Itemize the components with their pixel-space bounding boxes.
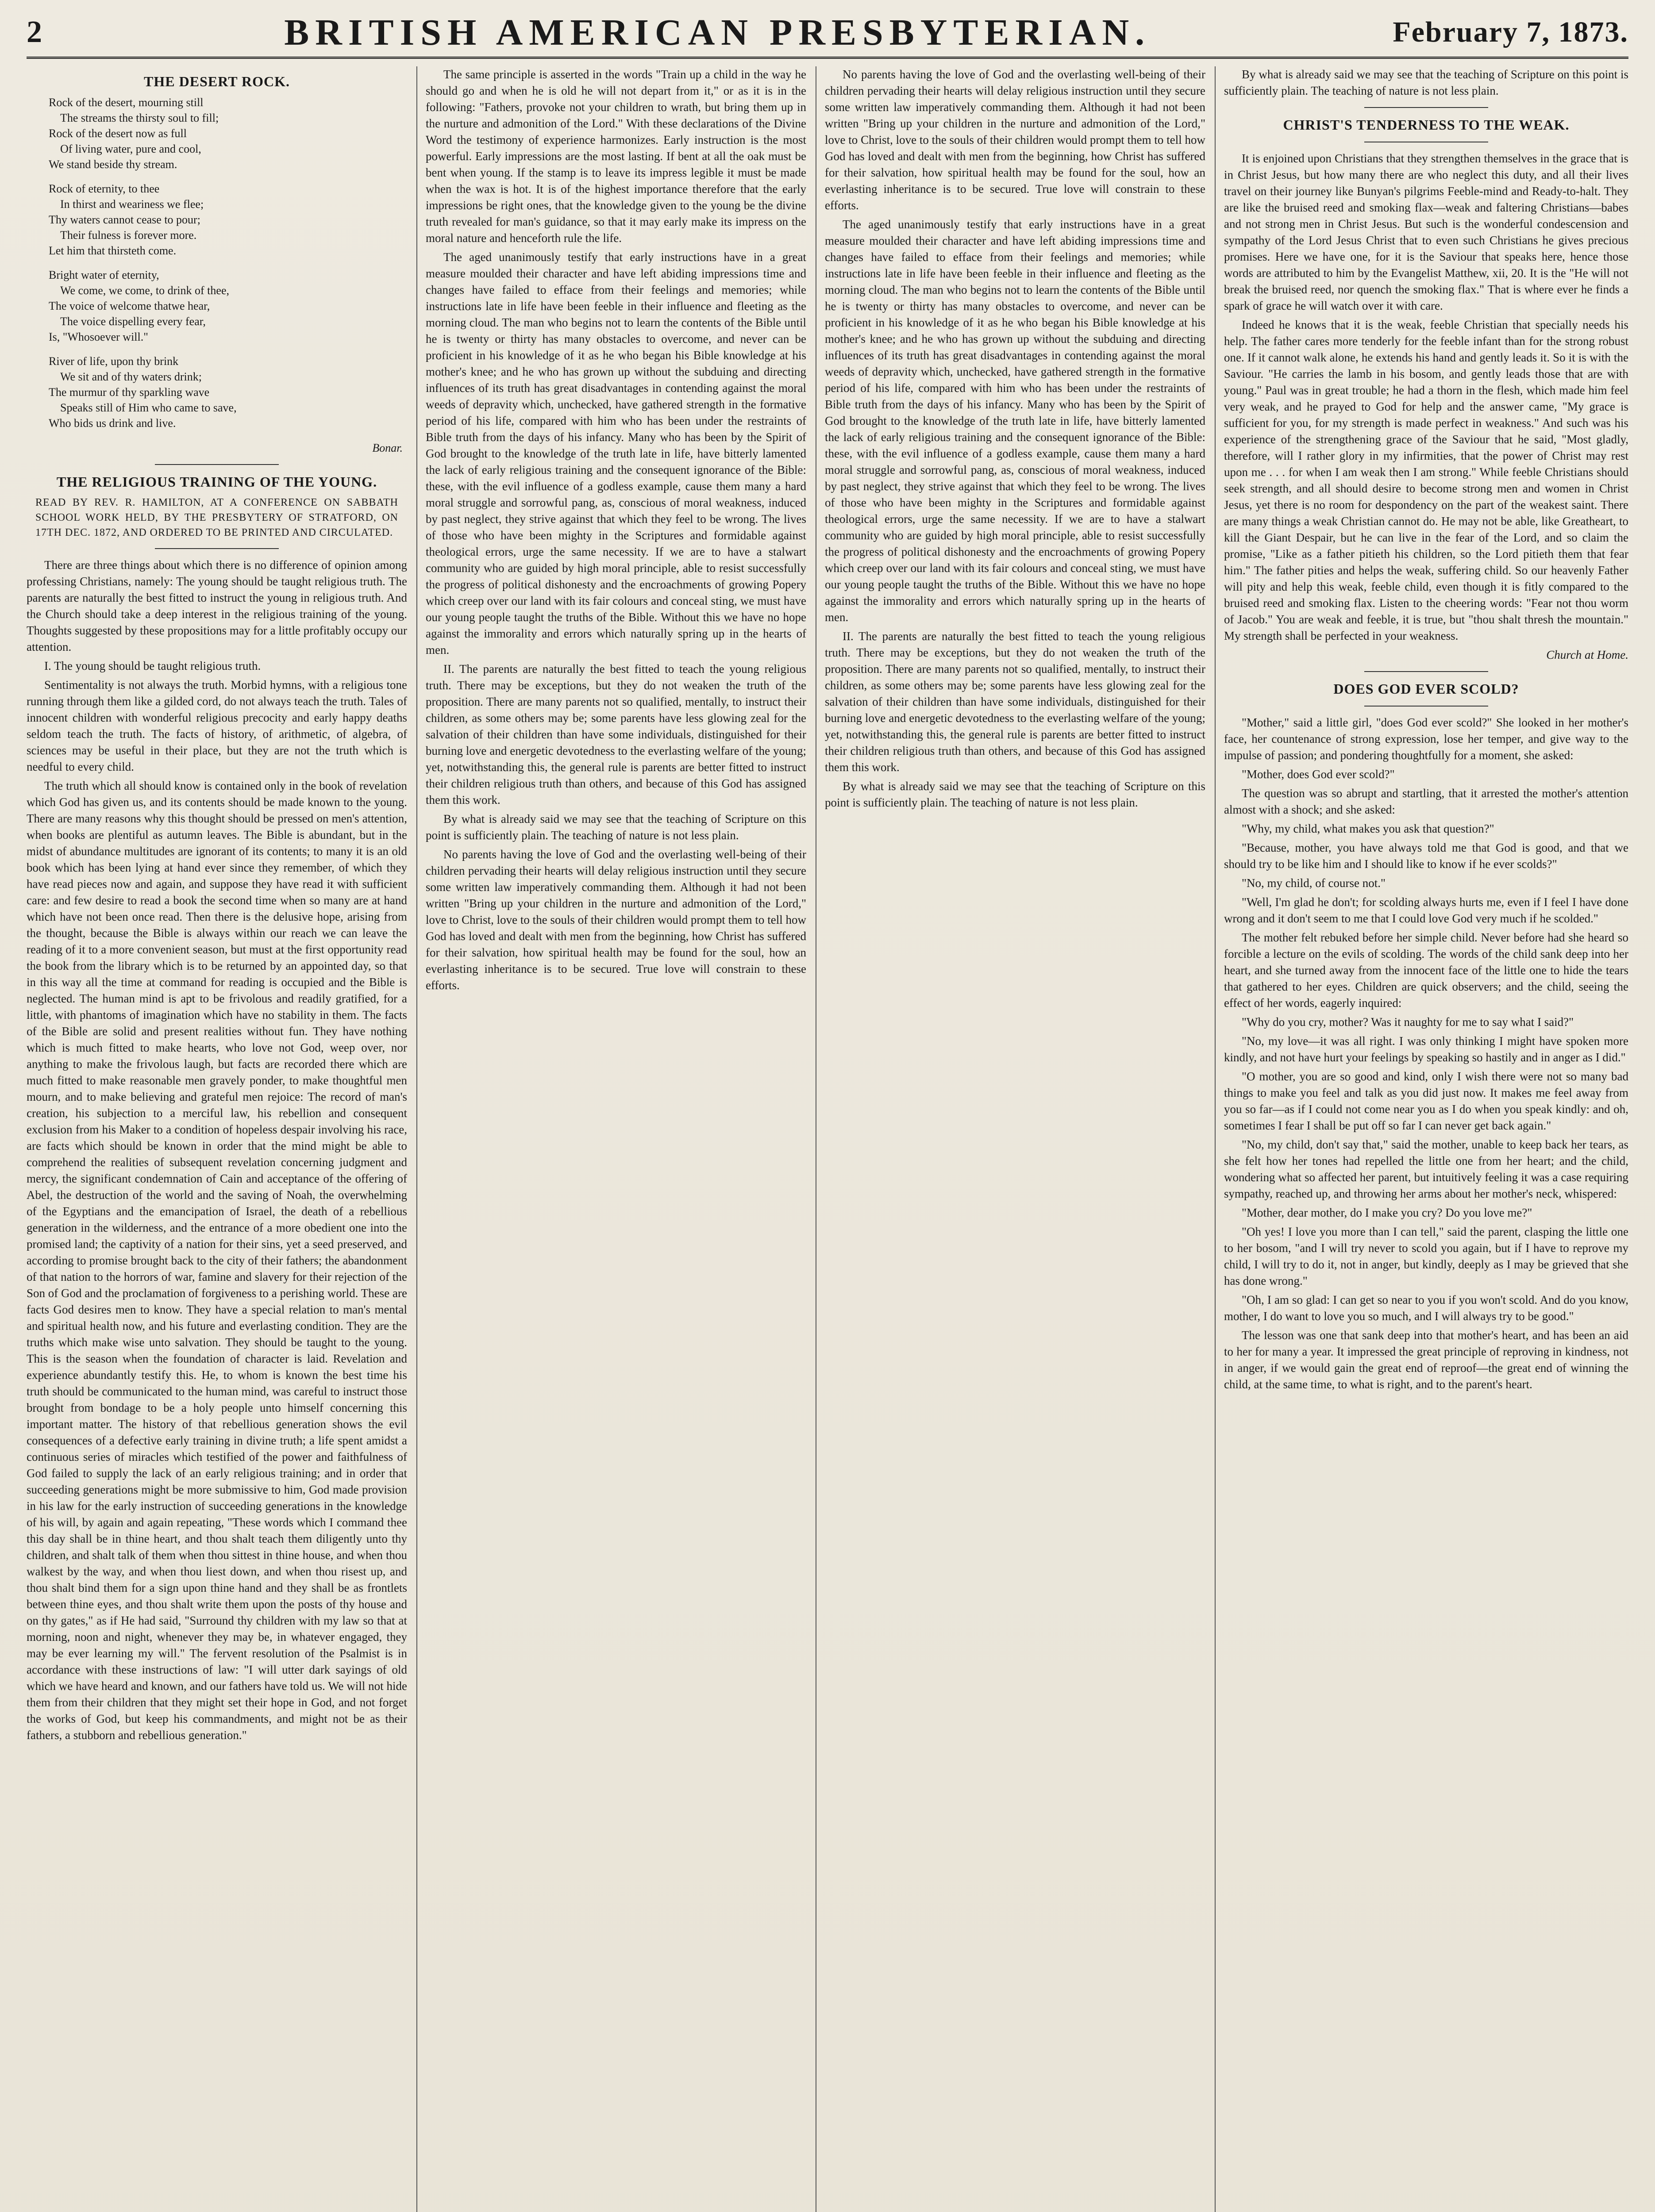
article-paragraph: By what is already said we may see that the teaching of Scripture on this point is sufficiently plain. The teaching of nature is not less plain. [825,780,1205,809]
article-byline: READ BY REV. R. HAMILTON, AT A CONFERENCE ON SABBATH SCHOOL WORK HELD, BY THE PRESBYTERY OF STRATFORD, ON 17TH DEC. 1872, AND ORDERED TO BE PRINTED AND CIRCULATED. [35,497,398,538]
article-paragraph: It is enjoined upon Christians that they strengthen themselves in the grace that is in Christ Jesus, but how many there are who neglect this duty, and all their lives travel on their journey like Bunyan's pilgrims Feeble-mind and Ready-to-halt. They are like the bruised reed and smoking flax—weak and faltering Christians—babes and not strong men in Christ Jesus. But such is the wonderful condescension and sympathy of the Lord Jesus Christ that to even such Christians he gives precious promises. Here we have one, for it is the Saviour that speaks here, hence those words are attributed to him by the Evangelist Matthew, xii, 20. It is the "He will not break the bruised reed, nor quench the smoking flax." That is where ever he finds a spark of grace he will watch over it with care. [1224,152,1628,312]
poem-attribution: Bonar. [372,442,403,454]
poem-line: Speaks still of Him who came to save, [60,401,237,414]
article-paragraph: The aged unanimously testify that early instructions have in a great measure moulded their character and have left abiding impressions time and changes have failed to efface from their feelings and memories; while instructions late in life have been feeble in their influence and fleeting as the morning cloud. The man who begins not to learn the contents of the Bible until he is twenty or thirty has many obstacles to overcome, and never can be proficient in his knowledge of it as he who began his Bible knowledge at his mother's knee; and he who has grown up without the subduing and directing influences of its truth has great disadvantages in contending against the moral weeds of depravity which, unchecked, have gathered strength in the formative period of his life, compared with him who has been under the restraints of Bible truth from the days of his infancy. Many who has been by the Spirit of God brought to the knowledge of the truth late in life, have bitterly lamented the lack of early religious training and the consequent ignorance of the Bible: these, with the evil influence of a godless example, cause them many a hard moral struggle and sorrowful pang, as, conscious of moral weakness, induced by past neglect, they strive against that which they feel to be wrong. The lives of those who have been mighty in the Scriptures and formidable against theological errors, urge the same necessity. If we are to have a stalwart community who are guided by high moral principle, able to resist successfully the progress of political dishonesty and the encroachments of growing Popery which creep over our land with its fair colours and conceal sting, we must have our young people taught the truths of the Bible. Without this we have no hope against the immorality and errors which naturally spring up in the hearts of men. [825,218,1205,624]
article-paragraph: There are three things about which there is no difference of opinion among professing Christians, namely: The young should be taught religious truth. The parents are naturally the best fitted to instruct the young in religious truth. And the Church should take a deep interest in the religious training of the young. Thoughts suggested by these propositions may for a little profitably occupy our attention. [27,558,407,653]
poem-stanza [49,95,407,172]
poem-line: Of living water, pure and cool, [60,142,201,155]
article-paragraph: The lesson was one that sank deep into that mother's heart, and has been an aid to her for many a year. It impressed the great principle of reproving in kindness, not in anger, if we would gain the great end of reproof—the great end of winning the child, at the same time, to what is right, and to the parent's heart. [1224,1329,1628,1391]
article-attribution: Church at Home. [1546,648,1628,661]
article-paragraph: The question was so abrupt and startling, that it arrested the mother's attention almost with a shock; and she asked: [1224,787,1628,816]
newspaper-title: BRITISH AMERICAN PRESBYTERIAN. [284,12,1151,53]
poem-line: Thy waters cannot cease to pour; [49,213,200,226]
poem-line: Is, "Whosoever will." [49,330,148,343]
article-paragraph: "Mother, does God ever scold?" [1242,768,1395,781]
poem-stanza [49,181,407,258]
article-paragraph: No parents having the love of God and the overlasting well-being of their children pervading their hearts will delay religious instruction until they secure some written law imperatively commanding them. Although it had not been written "Bring up your children in the nurture and admonition of the Lord," love to Christ, love to the souls of their children would prompt them to tell how God has loved and dealt with men from the beginning, how Christ has suffered for their salvation, how spiritual health may be found for the soul, how an everlasting inheritance is to be secured. True love will constrain to these efforts. [426,848,806,992]
poem-line: Rock of the desert now as full [49,127,187,140]
issue-date: February 7, 1873. [1393,16,1628,48]
poem-line: We come, we come, to drink of thee, [60,284,229,297]
poem-line: We sit and of thy waters drink; [60,370,202,383]
article-title: CHRIST'S TENDERNESS TO THE WEAK. [1283,117,1570,133]
poem-body [27,95,407,431]
poem-line: River of life, upon thy brink [49,355,179,368]
divider [1364,671,1488,672]
poem-line: Bright water of eternity, [49,269,159,281]
column-2 [426,66,806,2212]
article-paragraph: Indeed he knows that it is the weak, feeble Christian that specially needs his help. The father cares more tenderly for the feeble infant than for the strong robust one. If it cannot walk alone, he extends his hand and gently leads it. So it is with the Saviour. "He carries the lamb in his bosom, and gently leads those that are with young." Paul was in great trouble; he had a thorn in the flesh, which made him feel very weak, and he prayed to God for help and the answer came, "My grace is sufficient for you, for my strength is made perfect in weakness." And such was his experience of the strengthening grace of the Saviour that he said, "Most gladly, therefore, will I rather glory in my infirmities, that the power of Christ may rest upon me . . . for when I am weak then I am strong." While feeble Christians should seek strength, and all should desire to become strong men and women in Christ Jesus, yet there is no room for despondency on the part of the weakest saint. There are many things a weak Christian cannot do. He may not be able, like Greatheart, to kill the Giant Despair, but he can live in the fear of the Lord, and so claim the promise, "Like as a father pitieth his children, so the Lord pitieth them that fear him." The father pities and helps the weak, suffering child. So our heavenly Father will pity and help this weak, feeble child, even though it is fitly compared to the bruised reed and smoking flax. Listen to the cheering words: "Fear not thou worm of Jacob." You are weak and feeble, it is true, but "thou shalt thresh the mountain." My strength shall be perfected in your weakness. [1224,318,1628,642]
article-paragraph: I. The young should be taught religious truth. [44,659,261,672]
article-paragraph: The same principle is asserted in the words "Train up a child in the way he should go and when he is old he will not depart from it," or as it is in the following: "Fathers, provoke not your children to wrath, but bring them up in the nurture and admonition of the Lord." With these declarations of the Divine Word the testimony of experience harmonizes. Early instruction is the most powerful. Early impressions are the most lasting. If bent at all the oak must be bent when young. If the stamp is to leave its impress legible it must be made when the wax is hot. It is of the highest importance therefore that the early impressions be right ones, that the knowledge given to the young be the divine truth revealed for man's guidance, so that it may early make its impress on the moral nature and henceforth rule the life. [426,68,806,245]
poem-line: The voice dispelling every fear, [60,315,206,328]
poem-title: THE DESERT ROCK. [144,73,290,89]
article-paragraph: "No, my child, of course not." [1242,876,1386,890]
poem-line: Rock of the desert, mourning still [49,96,204,109]
page-number: 2 [27,15,42,49]
divider [1364,107,1488,108]
column-1 [27,66,407,2212]
article-paragraph: "Oh, I am so glad: I can get so near to you if you won't scold. And do you know, mother, I do want to love you so much, and I will always try to be good." [1224,1293,1628,1323]
poem-line: The murmur of thy sparkling wave [49,386,210,399]
poem-line: In thirst and weariness we flee; [60,198,204,211]
article-paragraph: By what is already said we may see that the teaching of Scripture on this point is sufficiently plain. The teaching of nature is not less plain. [1224,68,1628,97]
article-paragraph: "No, my child, don't say that," said the mother, unable to keep back her tears, as she felt how her tones had repelled the little one from her heart; and the child, wondering what so affected her parent, but intuitively feeling it was a case requiring sympathy, reached up, and throwing her arms about her mother's neck, whispered: [1224,1138,1628,1200]
article-paragraph: Sentimentality is not always the truth. Morbid hymns, with a religious tone running through them like a gilded cord, do not always teach the truth. Tales of innocent children with wonderful religious precocity and early happy deaths seldom teach the truth. The facts of history, of arithmetic, of algebra, of sciences may be useful in their place, but they are not the truth which is needful to every child. [27,678,407,773]
article-paragraph: "Because, mother, you have always told me that God is good, and that we should try to be like him and I should like to know if he ever scolds?" [1224,841,1628,871]
poem-line: Their fulness is forever more. [60,229,197,242]
poem-line: The streams the thirsty soul to fill; [60,111,219,124]
divider [155,464,279,465]
article-paragraph: "Mother," said a little girl, "does God ever scold?" She looked in her mother's face, her countenance of strong expression, lose her temper, and give way to the impulse of passion; and pondering thoughtfully for a moment, she asked: [1224,716,1628,762]
column-rule [416,66,417,2212]
divider [155,548,279,549]
article-paragraph: "O mother, you are so good and kind, only I wish there were not so many bad things to make you feel and talk as you did just now. It makes me feel away from you so far—as if I could not come near you as I do when you speak kindly: and oh, sometimes I fear I shall be put off so far I can never get back again." [1224,1070,1628,1132]
poem-stanza [49,267,407,345]
article-paragraph: The mother felt rebuked before her simple child. Never before had she heard so forcible a lecture on the evils of scolding. The words of the child sank deep into her heart, and she turned away from the innocent face of the little one to hide the tears that gathered to her eyes. Children are quick observers; and the child, seeing the effect of her words, eagerly inquired: [1224,931,1628,1010]
poem-stanza [49,353,407,431]
article-paragraph: "Oh yes! I love you more than I can tell," said the parent, clasping the little one to her bosom, "and I will try never to scold you again, but if I have to reprove my child, I will try to do it, not in anger, but kindly, deeply as I may be grieved that she has done wrong." [1224,1225,1628,1287]
poem-line: The voice of welcome thatwe hear, [49,300,210,312]
article-paragraph: II. The parents are naturally the best fitted to teach the young religious truth. There may be exceptions, but they do not weaken the truth of the proposition. There are many parents not so qualified, mentally, to instruct their children, as some others may be; some parents have less glowing zeal for the salvation of their children than have some individuals, distinguished for their burning love and energetic devotedness to the everlasting welfare of the young; yet, notwithstanding this, the general rule is parents are better fitted to instruct their children religious truth than others, and because of this God has assigned them this work. [426,662,806,806]
masthead [27,8,1628,59]
poem-line: We stand beside thy stream. [49,158,177,171]
article-paragraph: "Mother, dear mother, do I make you cry? Do you love me?" [1242,1206,1532,1219]
article-paragraph: "Why do you cry, mother? Was it naughty for me to say what I said?" [1242,1015,1574,1029]
divider [1364,706,1488,707]
article-paragraph: "Well, I'm glad he don't; for scolding always hurts me, even if I feel I have done wrong and it don't seem to me that I could love God very much if he scolded." [1224,895,1628,925]
column-4 [1224,66,1628,2212]
poem-line: Who bids us drink and live. [49,417,176,430]
article-paragraph: No parents having the love of God and the overlasting well-being of their children pervading their hearts will delay religious instruction until they secure some written law imperatively commanding them. Although it had not been written "Bring up your children in the nurture and admonition of the Lord," love to Christ, love to the souls of their children would prompt them to tell how God has loved and dealt with men from the beginning, how Christ has suffered for their salvation, how spiritual health may be found for the soul, how an everlasting inheritance is to be secured. True love will constrain to these efforts. [825,68,1205,212]
poem-line: Let him that thirsteth come. [49,244,177,257]
poem-line: Rock of eternity, to thee [49,182,160,195]
article-paragraph: By what is already said we may see that the teaching of Scripture on this point is sufficiently plain. The teaching of nature is not less plain. [426,812,806,842]
article-paragraph: "No, my love—it was all right. I was only thinking I might have spoken more kindly, and not have hurt your feelings by speaking so hastily and in anger as I did." [1224,1034,1628,1064]
article-title: DOES GOD EVER SCOLD? [1333,681,1519,697]
article-paragraph: The truth which all should know is contained only in the book of revelation which God has given us, and its contents should be made known to the young. There are many reasons why this thought should be pressed on men's attention, when books are plentiful as autumn leaves. The Bible is abundant, but in the midst of abundance multitudes are ignorant of its contents; to many it is an old book which has been lying at hand ever since they remember, of which they have read pieces now and again, and suppose they have read it with sufficient care: and few desire to read a book the second time when so many are at hand which have not been once read. Then there is the delusive hope, arising from the thought, because the Bible is always within our reach we can leave the reading of it to a more convenient season, but must at the first opportunity read the book from the library which is to be returned by an appointed day, so that in this way all the time at command for reading is occupied and the Bible is neglected. The human mind is apt to be frivolous and readily gratified, for a little, with phantoms of imagination which have no stability in them. The facts of the Bible are solid and present realities without fun. They have nothing which is much fitted to make hearts, who love not God, weep over, nor anything to make the frivolous laugh, but facts are recorded there which are much fitted to make reasonable men gravely ponder, to make thoughtful men mourn, and to make believing and grateful men rejoice: The record of man's creation, his subjection to a merciful law, his rebellion and consequent exclusion from his Maker to a condition of hopeless despair involving his race, are facts which should be known in order that the mind might be able to comprehend the realities of subsequent revelation concerning judgment and mercy, the significant condemnation of Cain and acceptance of the offering of Abel, the destruction of the world and the saving of Noah, the overwhelming of the Egyptians and the emancipation of Israel, the death of a rebellious generation in the wilderness, and the entrance of a more obedient one into the promised land; the captivity of a nation for their sins, yet a seed preserved, and according to promise brought back to the city of their fathers; the abandonment of that nation to the horrors of war, famine and slavery for their rejection of the Son of God and the proclamation of forgiveness to a perishing world. These are facts God desires men to know. They have a special relation to man's mental and spiritual health now, and his future and everlasting condition. They are the truths which make wise unto salvation. They should be taught to the young. This is the season when the foundation of character is laid. Revelation and experience abundantly testify this. He, to whom is known the best time his truth should be communicated to the human mind, was careful to instruct those brought from bondage to be a holy people unto himself concerning this important matter. The history of that rebellious generation shows the evil consequences of a defective early training in divine truth; a life spent amidst a continuous series of miracles which testified of the power and faithfulness of God failed to supply the lack of an early religious training; and in order that succeeding generations might be more submissive to him, God made provision in his law for the early instruction of succeeding generations in the knowledge of his will, by again and again repeating, "These words which I command thee this day shall be in thine heart, and thou shalt teach them diligently unto thy children, and shalt talk of them when thou sittest in thine house, and when thou walkest by the way, and when thou liest down, and when thou risest up, and thou shalt bind them for a sign upon thine hand and they shall be as frontlets between thine eyes, and thou shalt write them upon the posts of thy house and on thy gates," as if He had said, "Surround thy children with my law so that at morning, noon and night, whenever they may be, in whatever engaged, they may be ever learning my will." The fervent resolution of the Psalmist is in accordance with these instructions of law: "I will utter dark sayings of old which we have heard and known, and our fathers have told us. We will not hide them from their children that they might set their hope in God, and not forget the works of God, but keep his commandments, and might not be as their fathers, a stubborn and rebellious generation." [27,779,407,1742]
column-3 [825,66,1205,2212]
article-paragraph: The aged unanimously testify that early instructions have in a great measure moulded their character and have left abiding impressions time and changes have failed to efface from their feelings and memories; while instructions late in life have been feeble in their influence and fleeting as the morning cloud. The man who begins not to learn the contents of the Bible until he is twenty or thirty has many obstacles to overcome, and never can be proficient in his knowledge of it as he who began his Bible knowledge at his mother's knee; and he who has grown up without the subduing and directing influences of its truth has great disadvantages in contending against the moral weeds of depravity which, unchecked, have gathered strength in the formative period of his life, compared with him who has been under the restraints of Bible truth from the days of his infancy. Many who has been by the Spirit of God brought to the knowledge of the truth late in life, have bitterly lamented the lack of early religious training and the consequent ignorance of the Bible: these, with the evil influence of a godless example, cause them many a hard moral struggle and sorrowful pang, as, conscious of moral weakness, induced by past neglect, they strive against that which they feel to be wrong. The lives of those who have been mighty in the Scriptures and formidable against theological errors, urge the same necessity. If we are to have a stalwart community who are guided by high moral principle, able to resist successfully the progress of political dishonesty and the encroachments of growing Popery which creep over our land with its fair colours and conceal sting, we must have our young people taught the truths of the Bible. Without this we have no hope against the immorality and errors which naturally spring up in the hearts of men. [426,250,806,657]
column-rule [1215,66,1216,2212]
article-title: THE RELIGIOUS TRAINING OF THE YOUNG. [56,474,377,490]
article-paragraph: "Why, my child, what makes you ask that question?" [1242,822,1494,835]
article-paragraph: II. The parents are naturally the best fitted to teach the young religious truth. There may be exceptions, but they do not weaken the truth of the proposition. There are many parents not so qualified, mentally, to instruct their children, as some others may be; some parents have less glowing zeal for the salvation of their children than have some individuals, distinguished for their burning love and energetic devotedness to the everlasting welfare of the young; yet, notwithstanding this, the general rule is parents are better fitted to instruct their children religious truth than others, and because of this God has assigned them this work. [825,630,1205,774]
